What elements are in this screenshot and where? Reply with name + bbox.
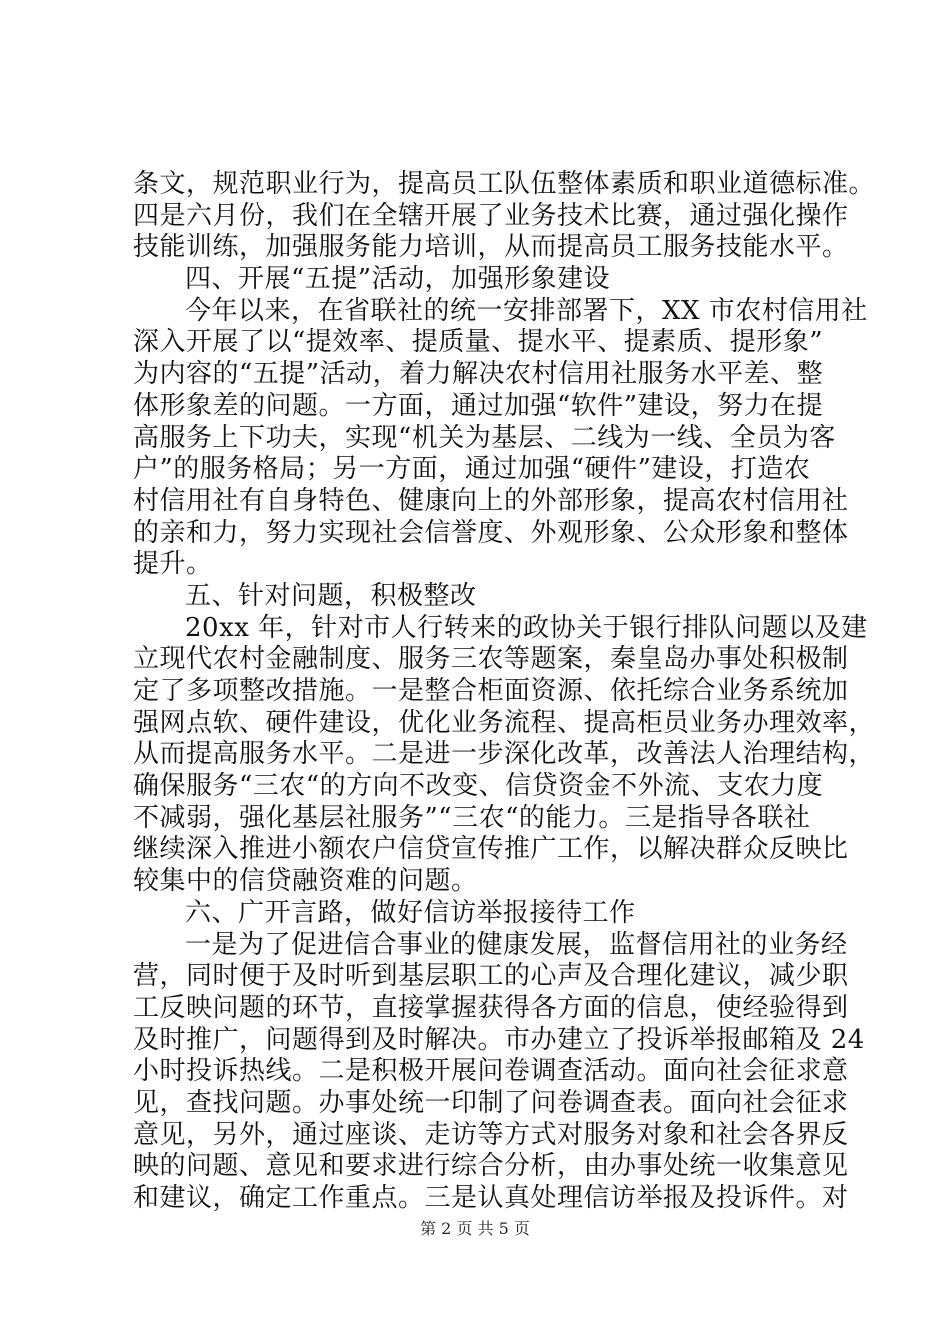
text-line: 营，同时便于及时听到基层职工的心声及合理化建议，减少职 xyxy=(133,961,849,992)
text-line: 一是为了促进信合事业的健康发展，监督信用社的业务经 xyxy=(185,929,848,960)
page-number-footer: 第 2 页 共 5 页 xyxy=(420,1219,530,1238)
text-line: 六、广开言路，做好信访举报接待工作 xyxy=(185,897,636,928)
text-line: 五、针对问题，积极整改 xyxy=(185,580,477,611)
text-line: 继续深入推进小额农户信贷宣传推广工作，以解决群众反映比 xyxy=(133,834,849,865)
text-line: 村信用社有自身特色、健康向上的外部形象，提高农村信用社 xyxy=(133,485,849,516)
text-line: 户”的服务格局；另一方面，通过加强“硬件”建设，打造农 xyxy=(133,454,811,485)
text-line: 确保服务“三农“的方向不改变、信贷资金不外流、支农力度 xyxy=(133,771,824,802)
text-line: 及时推广，问题得到及时解决。市办建立了投诉举报邮箱及 24 xyxy=(133,1024,865,1055)
text-line: 为内容的“五提”活动，着力解决农村信用社服务水平差、整 xyxy=(133,359,824,390)
text-line: 从而提高服务水平。二是进一步深化改革，改善法人治理结构， xyxy=(133,739,876,770)
text-line: 的亲和力，努力实现社会信誉度、外观形象、公众形象和整体 xyxy=(133,517,849,548)
text-line: 定了多项整改措施。一是整合柜面资源、依托综合业务系统加 xyxy=(133,676,849,706)
text-line: 意见，另外，通过座谈、走访等方式对服务对象和社会各界反 xyxy=(133,1119,849,1150)
text-line: 高服务上下功夫，实现“机关为基层、二线为一线、全员为客 xyxy=(133,422,836,453)
text-line: 较集中的信贷融资难的问题。 xyxy=(133,866,478,897)
text-line: 立现代农村金融制度、服务三农等题案，秦皇岛办事处积极制 xyxy=(133,644,849,675)
text-line: 工反映问题的环节，直接掌握获得各方面的信息，使经验得到 xyxy=(133,992,849,1023)
text-line: 提升。 xyxy=(133,549,213,580)
text-line: 映的问题、意见和要求进行综合分析，由办事处统一收集意见 xyxy=(133,1151,849,1182)
text-line: 技能训练，加强服务能力培训，从而提高员工服务技能水平。 xyxy=(133,232,849,263)
text-line: 不减弱，强化基层社服务”“三农“的能力。三是指导各联社 xyxy=(133,802,811,833)
text-line: 深入开展了以“提效率、提质量、提水平、提素质、提形象” xyxy=(133,327,824,358)
text-line: 四是六月份，我们在全辖开展了业务技术比赛，通过强化操作 xyxy=(133,200,849,231)
text-line: 见，查找问题。办事处统一印制了问卷调查表。面向社会征求 xyxy=(133,1087,849,1118)
text-line: 20xx 年，针对市人行转来的政协关于银行排队问题以及建 xyxy=(185,612,868,643)
document-body xyxy=(133,169,876,1215)
text-line: 四、开展“五提”活动，加强形象建设 xyxy=(185,264,611,295)
text-line: 今年以来，在省联社的统一安排部署下，XX 市农村信用社 xyxy=(185,295,868,326)
text-line: 和建议，确定工作重点。三是认真处理信访举报及投诉件。对 xyxy=(133,1183,849,1213)
text-line: 条文，规范职业行为，提高员工队伍整体素质和职业道德标准。 xyxy=(133,169,876,199)
text-line: 强网点软、硬件建设，优化业务流程、提高柜员业务办理效率， xyxy=(133,707,876,738)
text-line: 体形象差的问题。一方面，通过加强“软件”建设，努力在提 xyxy=(133,390,824,421)
text-line: 小时投诉热线。二是积极开展问卷调查活动。面向社会征求意 xyxy=(133,1056,849,1087)
